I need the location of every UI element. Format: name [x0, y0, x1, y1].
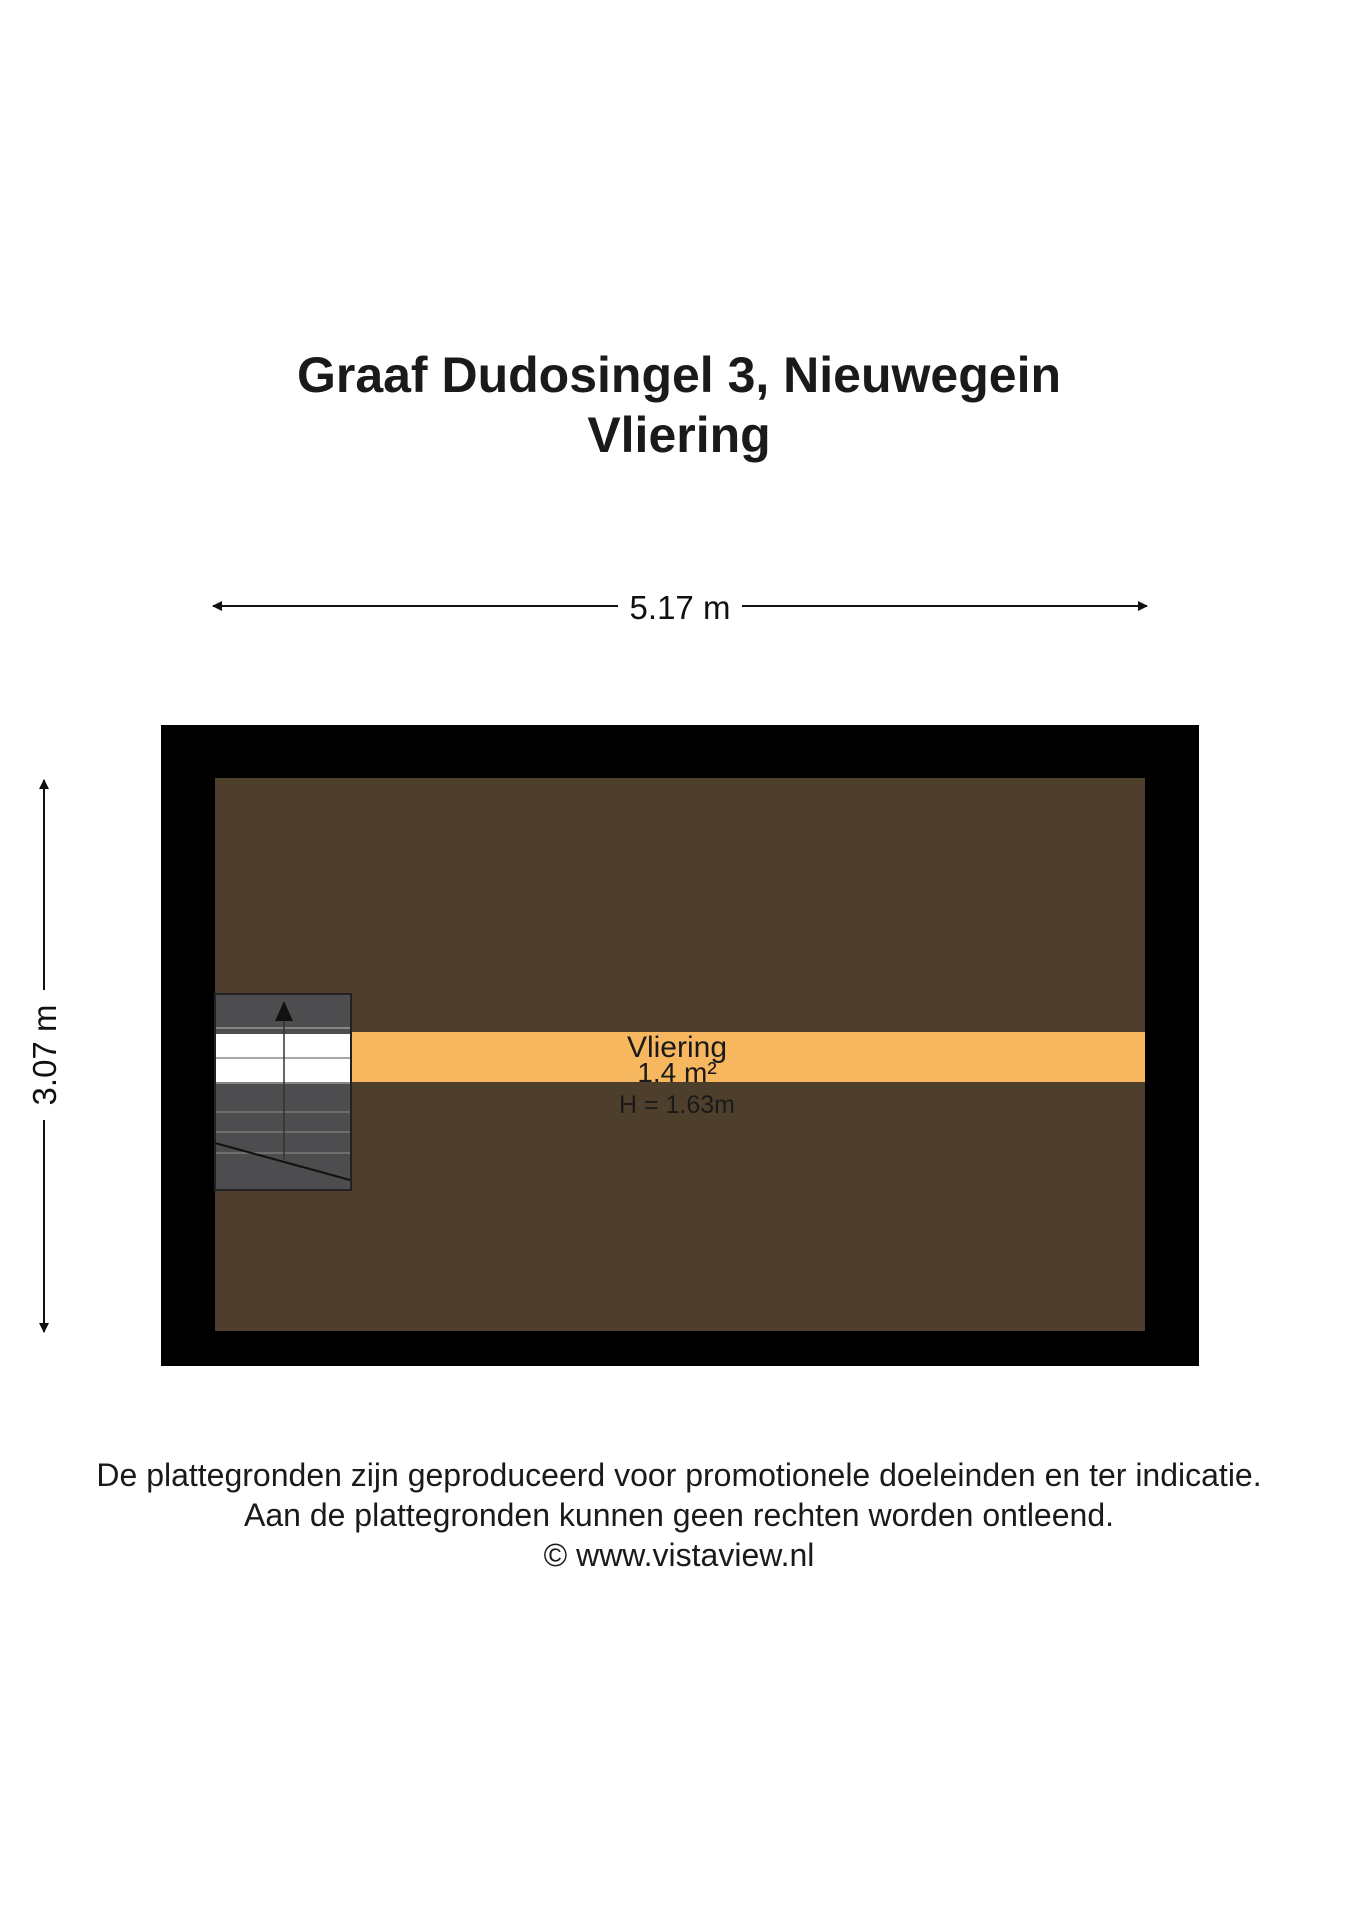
copyright-line: © www.vistaview.nl: [543, 1537, 815, 1573]
disclaimer-line-2: Aan de plattegronden kunnen geen rechten worden ontleend.: [243, 1497, 1114, 1533]
stair-body: [215, 994, 351, 1190]
height-label: 3.07 m: [26, 1004, 63, 1106]
height-dimension: [26, 780, 63, 1332]
disclaimer-line-1: De plattegronden zijn geproduceerd voor promotionele doeleinden en ter indicatie.: [96, 1457, 1262, 1493]
room-name: Vliering: [626, 1031, 728, 1064]
width-label: 5.17 m: [629, 589, 731, 626]
width-dimension: [213, 589, 1147, 626]
floor-title: Vliering: [587, 407, 771, 463]
room-area: 1.4 m²: [637, 1057, 717, 1088]
staircase: [215, 994, 351, 1190]
disclaimer: [0, 1455, 1358, 1575]
room-height: H = 1.63m: [618, 1091, 736, 1119]
address-title: Graaf Dudosingel 3, Nieuwegein: [296, 347, 1062, 403]
